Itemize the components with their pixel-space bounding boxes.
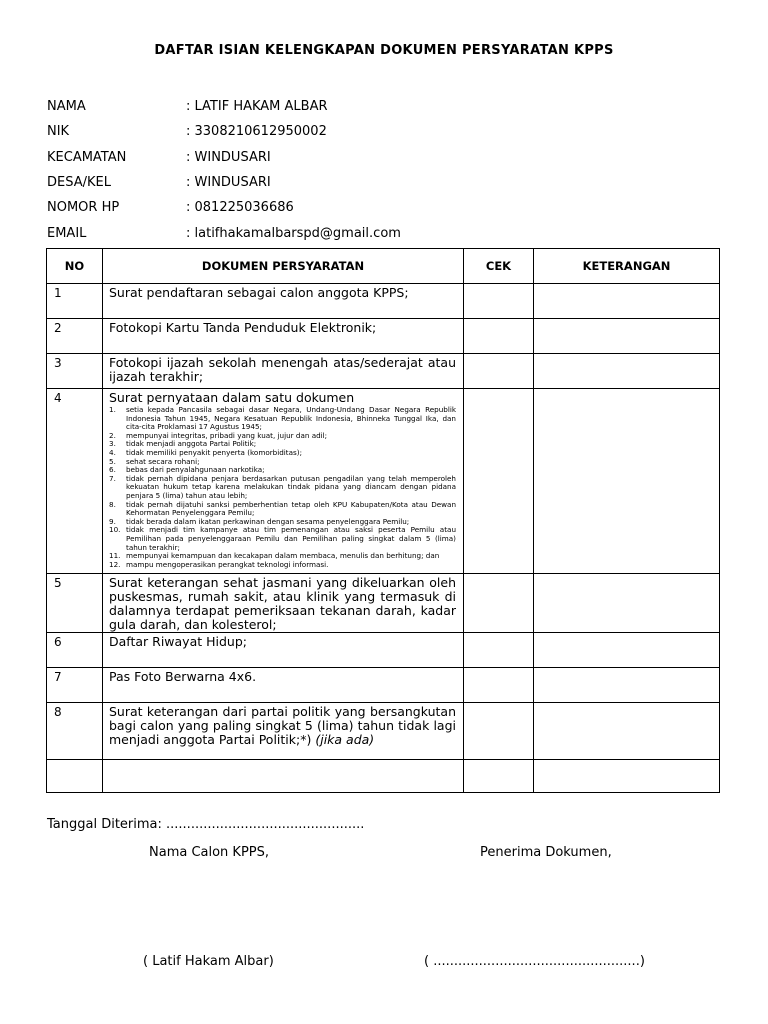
info-row-nomor-hp <box>47 195 401 220</box>
document-name: Fotokopi Kartu Tanda Penduduk Elektronik; <box>103 319 464 354</box>
list-item-text: mempunyai integritas, pribadi yang kuat, jujur dan adil; <box>126 430 328 440</box>
empty-cell <box>103 760 464 793</box>
statement-title: Surat pernyataan dalam satu dokumen <box>109 390 355 405</box>
row-number: 7 <box>47 668 103 703</box>
list-item <box>109 561 456 570</box>
list-item-number: 3. <box>109 439 116 449</box>
remarks-cell[interactable] <box>534 668 720 703</box>
check-cell[interactable] <box>464 633 534 668</box>
list-item-number: 7. <box>109 473 116 483</box>
row-number: 5 <box>47 574 103 633</box>
candidate-signature-title: Nama Calon KPPS, <box>149 845 270 860</box>
info-label: DESA/KEL <box>47 175 111 191</box>
info-value: : 3308210612950002 <box>186 124 327 140</box>
header-no: NO <box>47 249 103 284</box>
info-row-desa <box>47 170 401 195</box>
check-cell[interactable] <box>464 668 534 703</box>
list-item-number: 6. <box>109 465 116 475</box>
list-item-text: tidak berada dalam ikatan perkawinan dengan sesama penyelenggara Pemilu; <box>126 516 410 526</box>
list-item-text: bebas dari penyalahgunaan narkotika; <box>126 465 265 475</box>
table-row <box>47 633 720 668</box>
info-label: NOMOR HP <box>47 200 120 216</box>
empty-cell <box>464 760 534 793</box>
receiver-signature-title: Penerima Dokumen, <box>480 845 612 860</box>
table-row <box>47 354 720 389</box>
row-number: 6 <box>47 633 103 668</box>
info-row-nik <box>47 119 401 144</box>
info-row-email <box>47 220 401 245</box>
row-number: 2 <box>47 319 103 354</box>
table-row <box>47 668 720 703</box>
list-item-text: setia kepada Pancasila sebagai dasar Negara, Undang-Undang Dasar Negara Republik Indonesia Tahun 1945, Negara Kesatuan Republik Indonesia, Bhinneka Tunggal Ika, dan cita-cita Proklamasi 17 Agustus 1945; <box>126 405 456 432</box>
header-keterangan: KETERANGAN <box>534 249 720 284</box>
list-item-number: 4. <box>109 447 116 457</box>
optional-note: (jika ada) <box>315 732 375 747</box>
list-item-number: 9. <box>109 516 116 526</box>
table-row <box>47 284 720 319</box>
remarks-cell[interactable] <box>534 284 720 319</box>
list-item-number: 5. <box>109 456 116 466</box>
info-value: : latifhakamalbarspd@gmail.com <box>186 225 401 241</box>
document-name: Surat keterangan sehat jasmani yang dikeluarkan oleh puskesmas, rumah sakit, atau klinik yang termasuk di dalamnya terdapat pemeriksaan tekanan darah, kadar gula darah, dan kolesterol; <box>103 574 464 633</box>
applicant-info <box>47 94 401 246</box>
list-item-text: sehat secara rohani; <box>126 456 200 466</box>
check-cell[interactable] <box>464 354 534 389</box>
info-value: : 081225036686 <box>186 200 294 216</box>
table-header-row <box>47 249 720 284</box>
remarks-cell[interactable] <box>534 389 720 574</box>
check-cell[interactable] <box>464 389 534 574</box>
remarks-cell[interactable] <box>534 319 720 354</box>
info-row-kecamatan <box>47 145 401 170</box>
row-number: 8 <box>47 703 103 760</box>
header-cek: CEK <box>464 249 534 284</box>
info-label: KECAMATAN <box>47 149 127 165</box>
info-row-nama <box>47 94 401 119</box>
statement-list <box>109 406 456 569</box>
list-item-number: 1. <box>109 405 116 414</box>
row-number: 3 <box>47 354 103 389</box>
table-row <box>47 703 720 760</box>
list-item-text: mampu mengoperasikan perangkat teknologi informasi. <box>126 559 329 569</box>
list-item-text: mempunyai kemampuan dan kecakapan dalam membaca, menulis dan berhitung; dan <box>126 551 440 561</box>
document-name <box>103 703 464 760</box>
remarks-cell[interactable] <box>534 574 720 633</box>
info-label: NIK <box>47 124 70 140</box>
info-value: : LATIF HAKAM ALBAR <box>186 99 328 115</box>
row-number: 4 <box>47 389 103 574</box>
document-name-text: Surat keterangan dari partai politik yang bersangkutan bagi calon yang paling singkat 5 (lima) tahun tidak lagi menjadi anggota Partai Politik;*) <box>109 704 456 747</box>
remarks-cell[interactable] <box>534 633 720 668</box>
empty-cell <box>534 760 720 793</box>
document-name: Pas Foto Berwarna 4x6. <box>103 668 464 703</box>
table-row <box>47 319 720 354</box>
info-label: EMAIL <box>47 225 87 241</box>
document-title: DAFTAR ISIAN KELENGKAPAN DOKUMEN PERSYARATAN KPPS <box>154 43 614 58</box>
check-cell[interactable] <box>464 319 534 354</box>
list-item-text: tidak menjadi anggota Partai Politik; <box>126 439 257 449</box>
candidate-name: ( Latif Hakam Albar) <box>143 954 274 969</box>
requirements-table <box>46 248 720 793</box>
remarks-cell[interactable] <box>534 703 720 760</box>
list-item <box>109 526 456 552</box>
list-item-text: tidak memiliki penyakit penyerta (komorbiditas); <box>126 447 302 457</box>
receiver-name-blank: ( ..................................................) <box>424 954 645 969</box>
list-item-text: tidak pernah dijatuhi sanksi pemberhentian tetap oleh KPU Kabupaten/Kota atau Dewan Kehormatan Penyelenggara Pemilu; <box>126 499 456 518</box>
table-row <box>47 574 720 633</box>
list-item-number: 12. <box>109 559 121 569</box>
list-item-number: 11. <box>109 551 121 561</box>
list-item <box>109 475 456 501</box>
list-item-number: 10. <box>109 525 121 535</box>
remarks-cell[interactable] <box>534 354 720 389</box>
document-name: Daftar Riwayat Hidup; <box>103 633 464 668</box>
table-row-empty <box>47 760 720 793</box>
check-cell[interactable] <box>464 574 534 633</box>
info-value: : WINDUSARI <box>186 175 271 191</box>
list-item-text: tidak pernah dipidana penjara berdasarkan putusan pengadilan yang telah memperoleh kekuatan hukum tetap karena melakukan tindak pidana yang diancam dengan pidana penjara 5 (lima) tahun atau lebih; <box>126 473 456 500</box>
info-label: NAMA <box>47 99 86 115</box>
document-name: Fotokopi ijazah sekolah menengah atas/sederajat atau ijazah terakhir; <box>103 354 464 389</box>
document-name <box>103 389 464 574</box>
list-item-text: tidak menjadi tim kampanye atau tim pemenangan atau saksi peserta Pemilu atau Pemilihan pada penyelenggaraan Pemilu dan Pemilihan paling singkat dalam 5 (lima) tahun terakhir; <box>126 525 456 552</box>
list-item <box>109 501 456 518</box>
check-cell[interactable] <box>464 284 534 319</box>
list-item <box>109 406 456 432</box>
date-received: Tanggal Diterima: ................................................ <box>47 817 365 832</box>
table-row <box>47 389 720 574</box>
document-name: Surat pendaftaran sebagai calon anggota KPPS; <box>103 284 464 319</box>
empty-cell <box>47 760 103 793</box>
row-number: 1 <box>47 284 103 319</box>
header-dokumen: DOKUMEN PERSYARATAN <box>103 249 464 284</box>
check-cell[interactable] <box>464 703 534 760</box>
list-item-number: 8. <box>109 499 116 509</box>
info-value: : WINDUSARI <box>186 149 271 165</box>
list-item-number: 2. <box>109 430 116 440</box>
